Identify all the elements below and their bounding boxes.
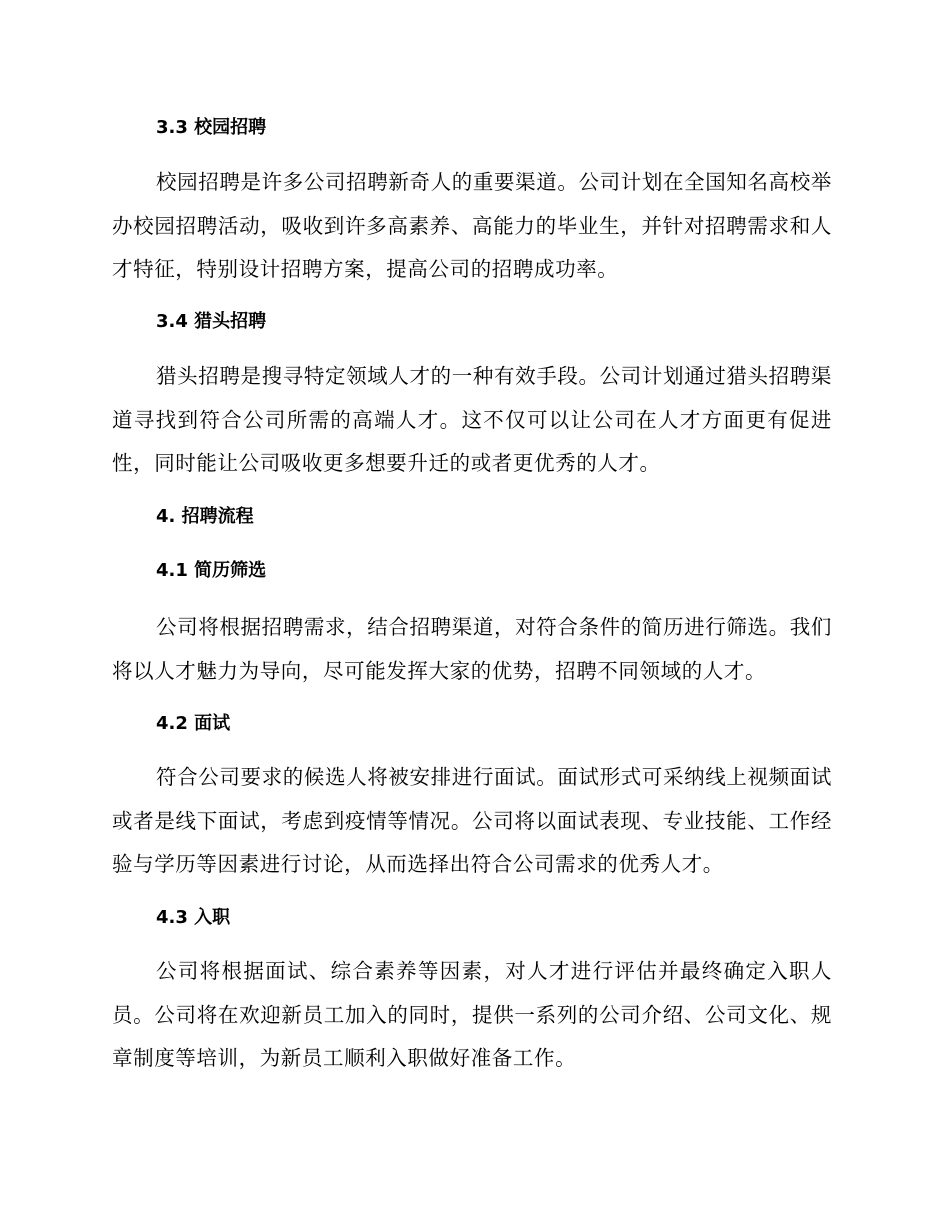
section-heading-3-4: 3.4 猎头招聘 [156, 311, 267, 332]
section-heading-4-2: 4.2 面试 [156, 713, 231, 734]
section-heading-4: 4. 招聘流程 [156, 506, 254, 527]
section-heading-4-3: 4.3 入职 [156, 907, 231, 928]
section-paragraph-3-4: 猎头招聘是搜寻特定领域人才的一种有效手段。公司计划通过猎头招聘渠道寻找到符合公司所需的高端人才。这不仅可以让公司在人才方面更有促进性，同时能让公司吸收更多想要升迁的或者更优秀的人才。 [112, 364, 832, 475]
section-heading-4-1: 4.1 简历筛选 [156, 560, 267, 581]
section-paragraph-4-2: 符合公司要求的候选人将被安排进行面试。面试形式可采纳线上视频面试或者是线下面试，考虑到疫情等情况。公司将以面试表现、专业技能、工作经验与学历等因素进行讨论，从而选择出符合公司需求的优秀人才。 [112, 765, 832, 876]
section-paragraph-4-3: 公司将根据面试、综合素养等因素，对人才进行评估并最终确定入职人员。公司将在欢迎新员工加入的同时，提供一系列的公司介绍、公司文化、规章制度等培训，为新员工顺利入职做好准备工作。 [112, 959, 832, 1070]
section-paragraph-3-3: 校园招聘是许多公司招聘新奇人的重要渠道。公司计划在全国知名高校举办校园招聘活动，吸收到许多高素养、高能力的毕业生，并针对招聘需求和人才特征，特别设计招聘方案，提高公司的招聘成功率。 [112, 170, 832, 281]
section-heading-3-3: 3.3 校园招聘 [156, 117, 267, 138]
section-paragraph-4-1: 公司将根据招聘需求，结合招聘渠道，对符合条件的简历进行筛选。我们将以人才魅力为导向，尽可能发挥大家的优势，招聘不同领域的人才。 [112, 615, 832, 683]
